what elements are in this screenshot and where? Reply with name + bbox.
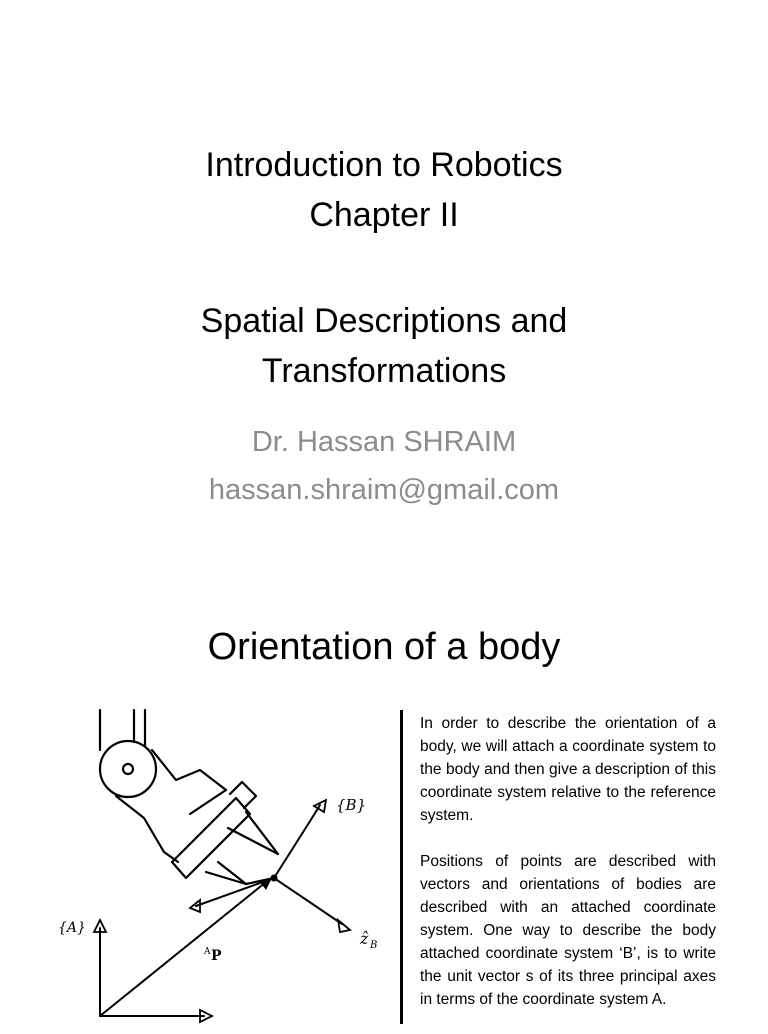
gripper-plate bbox=[172, 798, 250, 878]
subtitle-line-1: Spatial Descriptions and bbox=[200, 302, 568, 340]
paragraph-1: In order to describe the orientation of a body, we will attach a coordinate system to the body and then give a description of this coordinate system relative to the reference system. bbox=[420, 715, 716, 824]
title-line-1: Introduction to Robotics bbox=[205, 146, 563, 184]
joint-circle bbox=[100, 741, 156, 797]
label-frame-a: {A} bbox=[58, 920, 86, 936]
paragraph-2: Positions of points are described with vectors and orientations of bodies are described with an attached coordinate system. One way to describe the body attached coordinate system ‘B’, is to write the unit vector s of its three principal axes in terms of the coordinate system A. bbox=[420, 853, 716, 1008]
title-line-2: Chapter II bbox=[309, 196, 459, 234]
body-text bbox=[420, 712, 716, 1034]
link-upper-edge bbox=[152, 750, 226, 790]
content-slide bbox=[0, 560, 768, 1024]
gripper-finger-left bbox=[206, 862, 246, 884]
robot-frame-diagram bbox=[40, 702, 390, 1024]
frame-b-axis-y bbox=[274, 818, 312, 878]
joint-pin bbox=[123, 764, 133, 774]
author-block bbox=[0, 418, 768, 514]
column-divider bbox=[400, 710, 403, 1024]
gripper-clamp bbox=[230, 782, 256, 808]
label-zb: ẑ bbox=[360, 929, 369, 948]
author-name: Dr. Hassan SHRAIM bbox=[251, 426, 517, 458]
link-connector bbox=[190, 790, 226, 814]
position-vector-ap bbox=[100, 882, 266, 1016]
label-frame-b: {B} bbox=[336, 796, 367, 814]
subtitle-block bbox=[0, 296, 768, 396]
title-block bbox=[0, 140, 768, 240]
author-email: hassan.shraim@gmail.com bbox=[208, 474, 560, 506]
subtitle-line-2: Transformations bbox=[261, 352, 507, 390]
label-ap-sup: A bbox=[204, 947, 211, 957]
label-zb-sub: B bbox=[370, 940, 378, 951]
label-ap: P bbox=[211, 948, 222, 964]
link-lower-edge bbox=[116, 796, 178, 862]
frame-b-z-arrow bbox=[338, 920, 350, 932]
frame-b-axis-z bbox=[274, 878, 342, 924]
gripper-finger-right bbox=[228, 812, 278, 854]
slide-title: Orientation of a body bbox=[207, 626, 561, 668]
frame-b-origin bbox=[271, 875, 278, 882]
